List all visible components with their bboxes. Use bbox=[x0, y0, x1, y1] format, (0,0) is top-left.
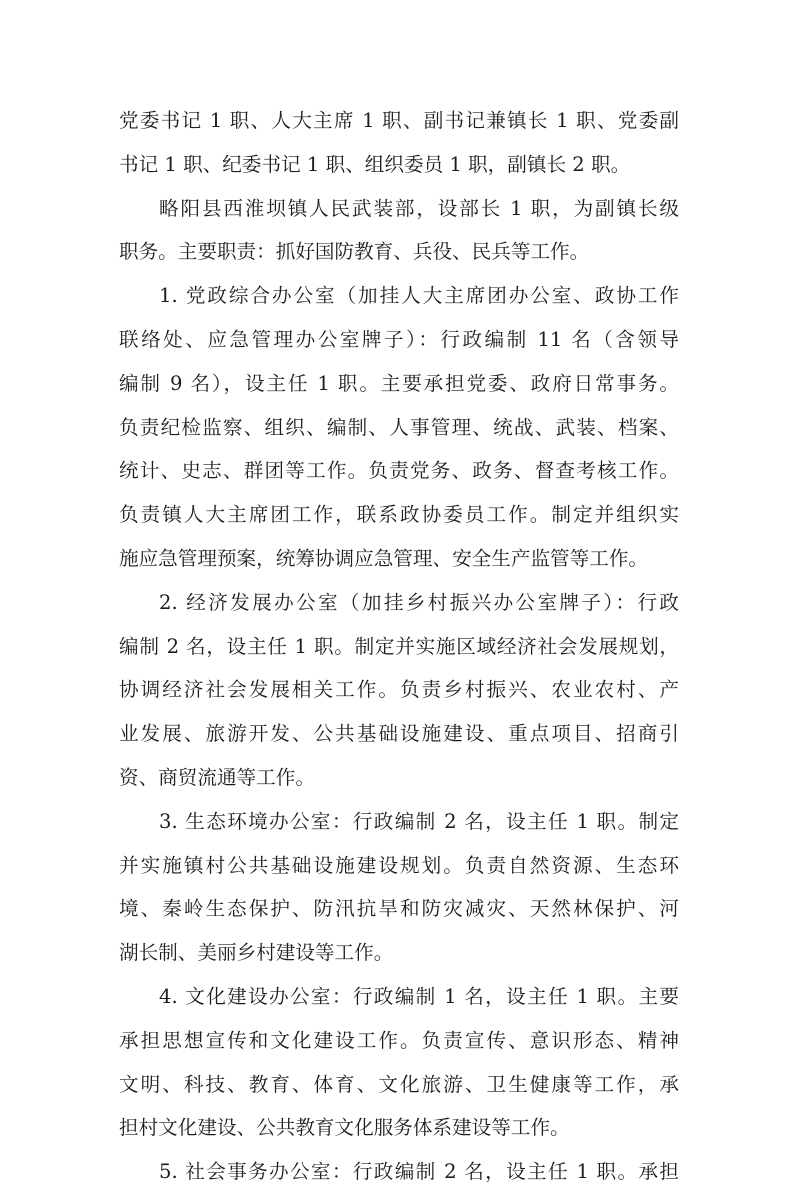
text-line: 业发展、旅游开发、公共基础设施建设、重点项目、招商引 bbox=[119, 722, 679, 746]
text-line: 并实施镇村公共基础设施建设规划。负责自然资源、生态环 bbox=[119, 853, 679, 877]
text-line: 5. 社会事务办公室：行政编制 2 名，设主任 1 职。承担 bbox=[159, 1160, 679, 1184]
text-line: 境、秦岭生态保护、防汛抗旱和防灾减灾、天然林保护、河 bbox=[119, 897, 679, 921]
text-line: 1. 党政综合办公室（加挂人大主席团办公室、政协工作 bbox=[159, 284, 679, 308]
text-line: 负责镇人大主席团工作，联系政协委员工作。制定并组织实 bbox=[119, 503, 679, 527]
text-line: 3. 生态环境办公室：行政编制 2 名，设主任 1 职。制定 bbox=[159, 809, 679, 833]
text-line: 负责纪检监察、组织、编制、人事管理、统战、武装、档案、 bbox=[119, 415, 679, 439]
text-line: 资、商贸流通等工作。 bbox=[119, 765, 315, 789]
text-line: 协调经济社会发展相关工作。负责乡村振兴、农业农村、产 bbox=[119, 678, 679, 702]
text-line: 湖长制、美丽乡村建设等工作。 bbox=[119, 941, 394, 965]
document-body bbox=[119, 99, 679, 1194]
text-line: 联络处、应急管理办公室牌子）：行政编制 11 名（含领导 bbox=[119, 327, 679, 351]
text-line: 党委书记 1 职、人大主席 1 职、副书记兼镇长 1 职、党委副 bbox=[119, 109, 679, 132]
text-line: 承担思想宣传和文化建设工作。负责宣传、意识形态、精神 bbox=[119, 1028, 679, 1052]
text-line: 担村文化建设、公共教育文化服务体系建设等工作。 bbox=[119, 1116, 570, 1140]
text-line: 施应急管理预案，统筹协调应急管理、安全生产监管等工作。 bbox=[119, 546, 649, 570]
text-line: 统计、史志、群团等工作。负责党务、政务、督查考核工作。 bbox=[119, 459, 679, 483]
text-line: 略阳县西淮坝镇人民武装部，设部长 1 职，为副镇长级 bbox=[159, 196, 679, 220]
text-line: 2. 经济发展办公室（加挂乡村振兴办公室牌子）：行政 bbox=[159, 590, 679, 614]
text-line: 编制 2 名，设主任 1 职。制定并实施区域经济社会发展规划， bbox=[119, 634, 679, 658]
text-line: 4. 文化建设办公室：行政编制 1 名，设主任 1 职。主要 bbox=[159, 984, 679, 1008]
text-line: 书记 1 职、纪委书记 1 职、组织委员 1 职，副镇长 2 职。 bbox=[119, 152, 631, 176]
text-line: 文明、科技、教育、体育、文化旅游、卫生健康等工作，承 bbox=[119, 1072, 679, 1096]
text-line: 编制 9 名），设主任 1 职。主要承担党委、政府日常事务。 bbox=[119, 371, 679, 395]
text-line: 职务。主要职责：抓好国防教育、兵役、民兵等工作。 bbox=[119, 240, 590, 264]
